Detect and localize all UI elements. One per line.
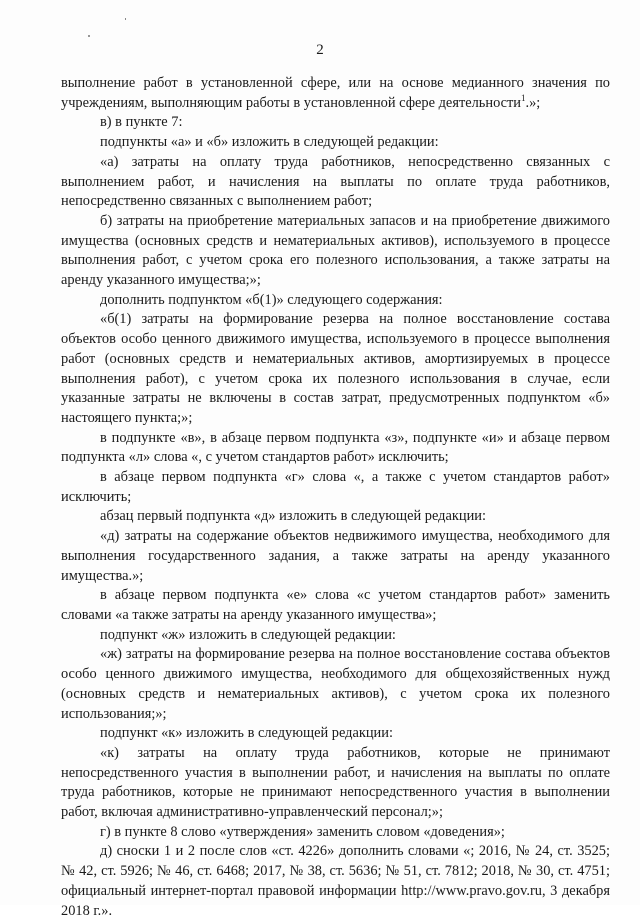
scan-speck (88, 35, 90, 37)
paragraph: подпункты «а» и «б» изложить в следующей редакции: (100, 134, 439, 151)
document-body (61, 74, 610, 921)
paragraph: в подпункте «в», в абзаце первом подпункта «з», подпункте «и» и абзаце первом подпункта «л» слова «, с учетом стандартов работ» исключить; (61, 429, 610, 466)
paragraph: в) в пункте 7: (100, 114, 183, 131)
paragraph: в абзаце первом подпункта «е» слова «с учетом стандартов работ» заменить словами «а также затраты на аренду указанного имущества»; (61, 587, 610, 623)
paragraph: подпункт «к» изложить в следующей редакции: (100, 725, 393, 742)
paragraph (61, 74, 610, 113)
paragraph-tail: .»; (525, 94, 541, 111)
scan-speck (125, 18, 126, 20)
paragraph: абзац первый подпункта «д» изложить в следующей редакции: (100, 508, 486, 525)
paragraph: «ж) затраты на формирование резерва на полное восстановление состава объектов особо ценного движимого имущества, необходимого для общехозяйственных нужд (основных средств и нематериальных активов), с учетом срока их полезного использования;»; (61, 646, 610, 722)
footnote-marker: 1 (521, 92, 526, 103)
paragraph: «д) затраты на содержание объектов недвижимого имущества, необходимого для выполнения государственного задания, а также затраты на аренду указанного имущества.»; (61, 528, 610, 584)
paragraph: «а) затраты на оплату труда работников, непосредственно связанных с выполнением работ, и начисления на выплаты по оплате труда работников, непосредственно связанных с выполнением работ; (61, 153, 610, 210)
paragraph-text: выполнение работ в установленной сфере, или на основе медианного значения по учреждениям, выполняющим работы в установленной сфере деятельности (61, 75, 610, 111)
paragraph: дополнить подпунктом «б(1)» следующего содержания: (100, 291, 443, 308)
paragraph: в абзаце первом подпункта «г» слова «, а также с учетом стандартов работ» исключить; (61, 469, 610, 505)
paragraph: г) в пункте 8 слово «утверждения» заменить словом «доведения»; (100, 823, 505, 840)
paragraph: «к) затраты на оплату труда работников, которые не принимают непосредственного участия в выполнении работ, и начисления на выплаты по оплате труда работников, которые не принимают непосредственного участия в выполнении работ, включая административно-управленческий персонал;»; (61, 744, 610, 821)
paragraph: д) сноски 1 и 2 после слов «ст. 4226» дополнить словами «; 2016, № 24, ст. 3525; № 42, ст. 5926; № 46, ст. 6468; 2017, № 38, ст. 5636; № 51, ст. 7812; 2018, № 30, ст. 4751; официальный интернет-портал правовой информации http://www.pravo.gov.ru, 3 декабря 2018 г.». (61, 843, 610, 919)
paragraph: «б(1) затраты на формирование резерва на полное восстановление состава объектов особо ценного движимого имущества, используемого в процессе выполнения работ (основных средств и нематериальных активов, амортизируемых в процессе выполнения работ), с учетом срока их полезного использования в случае, если указанные затраты не включены в состав затрат, предусмотренных подпунктом «б» настоящего пункта;»; (61, 311, 610, 426)
page-number: 2 (316, 42, 324, 58)
paragraph: б) затраты на приобретение материальных запасов и на приобретение движимого имущества (основных средств и нематериальных активов), используемого в процессе выполнения работ, с учетом срока его полезного использования, а также затраты на аренду указанного имущества;»; (61, 212, 610, 289)
paragraph: подпункт «ж» изложить в следующей редакции: (100, 626, 396, 643)
